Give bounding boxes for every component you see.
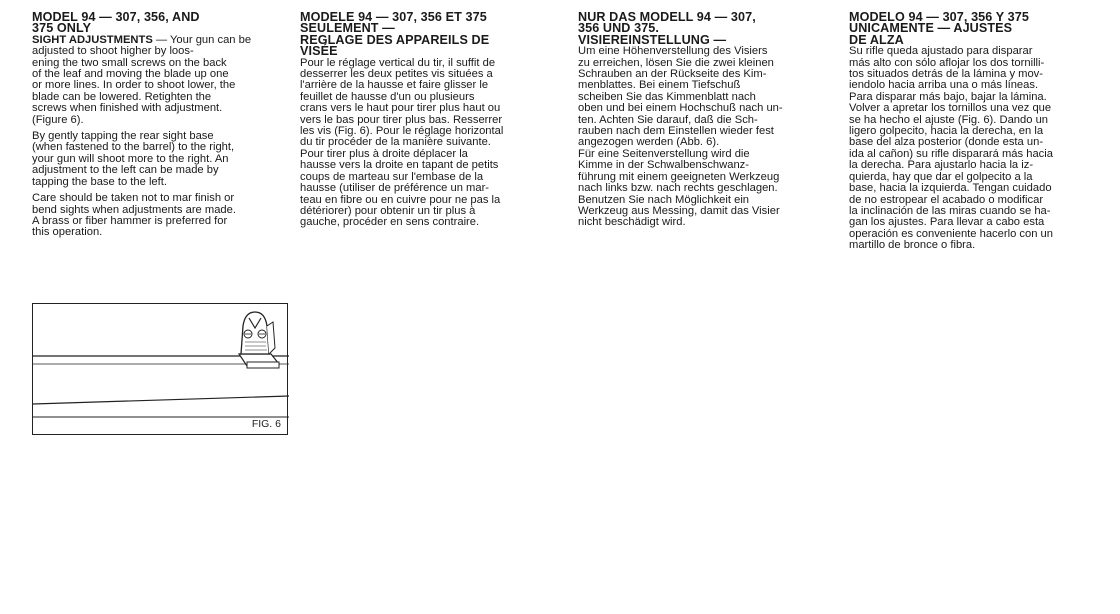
figure-6: [32, 303, 288, 435]
paragraph-english-1: [32, 35, 286, 126]
body-french: Pour le réglage vertical du tir, il suffit de desserrer les deux petites vis situées a l'arrière de la hausse et faire glisser le feuillet de hausse d'un ou plusieurs crans vers le haut pour tirer plus haut ou vers le bas pour tirer plus bas. Resserrer les vis (Fig. 6). Pour le réglage horizontal du tir procéder de la manière suivante. Pour tirer plus à droite déplacer la hausse vers la droite en tapant de petits coups de marteau sur l'embase de la hausse (utiliser de préférence un mar- teau en fibre ou en cuivre pour ne pas la détériorer) pour obtenir un tir plus à gauche, procéder en sens contraire.: [300, 56, 504, 229]
paragraph-english-1-text: — Your gun can be adjusted to shoot higher by loos- ening the two small screws on the back of the leaf and moving the blade up one or more lines. In order to shoot lower, the blade can be lowered. Retighten the screws when finished with adjustment. (Figure 6).: [32, 33, 252, 126]
paragraph-english-2: By gently tapping the rear sight base (when fastened to the barrel) to the right, your gun will shoot more to the right. An adjustment to the left can be made by tapping the base to the left.: [32, 130, 235, 188]
column-german: [578, 12, 832, 229]
heading-french: MODELE 94 — 307, 356 ET 375 SEULEMENT — REGLAGE DES APPAREILS DE VISÉE: [300, 10, 490, 59]
column-spanish: [849, 12, 1111, 252]
lead-sight-adjustments: SIGHT ADJUSTMENTS: [32, 33, 153, 46]
paragraph-english-3: Care should be taken not to mar finish or bend sights when adjustments are made. A brass or fiber hammer is preferred for this operation.: [32, 192, 236, 239]
column-french: [300, 12, 554, 229]
body-spanish: Su rifle queda ajustado para disparar más alto con sólo aflojar los dos tornilli- tos situados detrás de la lámina y mov- iendolo hacia arriba una o más líneas. Para disparar más bajo, bajar la lámina. Volver a apretar los tornillos una vez que se ha hecho el ajuste (Fig. 6). Dando un ligero golpecito, hacia la derecha, en la base del alza posterior (donde esta un- ida al cañon) su rifle disparará más hacia la derecha. Para ajustarlo hacia la iz- quierda, hay que dar el golpecito a la base, hacia la izquierda. Tengan cuidado de no estropear el acabado o modificar la inclinación de las miras cuando se ha- gan los ajustes. Para llevar a cabo esta operación es conveniente hacerlo con un martillo de bronce o fibra.: [849, 45, 1054, 252]
heading-spanish: MODELO 94 — 307, 356 Y 375 UNICAMENTE — AJUSTES DE ALZA: [849, 10, 1029, 47]
column-english: [32, 12, 286, 244]
heading-german: NUR DAS MODELL 94 — 307, 356 UND 375. VISIEREINSTELLUNG —: [578, 10, 756, 47]
rear-sight-illustration-icon: [33, 304, 289, 436]
figure-label: FIG. 6: [251, 418, 281, 430]
heading-english: MODEL 94 — 307, 356, AND 375 ONLY: [32, 10, 200, 36]
body-german: Um eine Höhenverstellung des Visiers zu erreichen, lösen Sie die zwei kleinen Schrauben an der Rückseite des Kim- menblattes. Bei einem Tiefschuß scheiben Sie das Kimmenblatt nach oben und bei einem Hochschuß nach un- ten. Achten Sie darauf, daß die Sch- rauben nach dem Einstellen wieder fest angezogen werden (Abb. 6). Für eine Seitenverstellung wird die Kimme in der Schwalbenschwanz- führung mit einem geeigneten Werkzeug nach links bzw. nach rechts geschlagen. Benutzen Sie nach Möglichkeit ein Werkzeug aus Messing, damit das Visier nicht beschädigt wird.: [578, 45, 783, 229]
